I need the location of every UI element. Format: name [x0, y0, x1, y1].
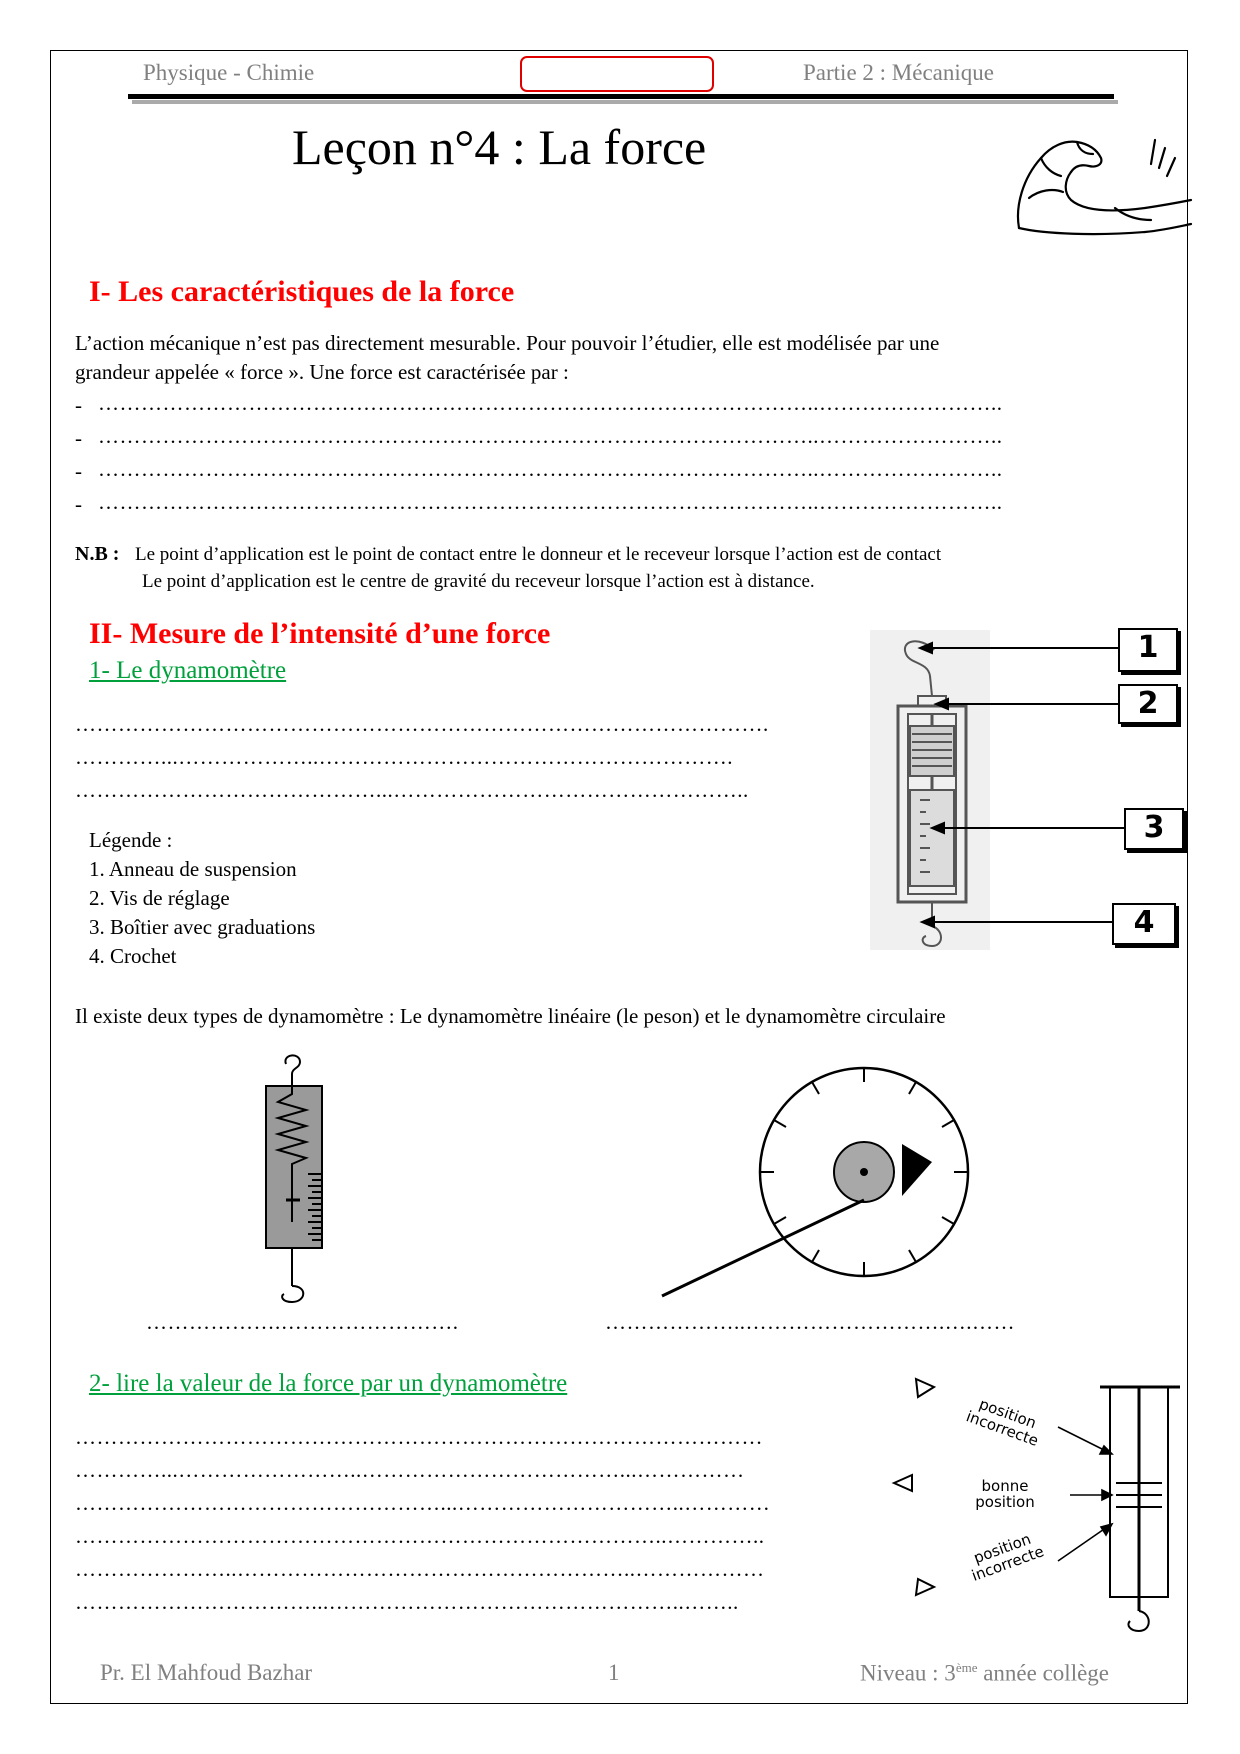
callout-arrows [900, 620, 1130, 940]
blank-dash: - [75, 393, 82, 417]
blank-dash: - [75, 426, 82, 450]
header-empty-box [520, 56, 714, 92]
blank-line: …………………………………………………………………………………… [75, 1425, 763, 1449]
page-title: Leçon n°4 : La force [292, 119, 707, 175]
footer-level-sup: ème [955, 1660, 978, 1675]
flexed-arm-icon [1005, 128, 1195, 240]
legend-item: 3. Boîtier avec graduations [89, 915, 316, 939]
linear-dynamometer-figure [252, 1050, 332, 1310]
section1-intro-line1: L’action mécanique n’est pas directement mesurable. Pour pouvoir l’étudier, elle est modélisée par une [75, 331, 940, 355]
label-incorrect-bottom: position incorrecte [969, 1529, 1047, 1585]
blank-line: …………………..………………………………………………..……………… [75, 1557, 765, 1581]
blank-dash: - [75, 459, 82, 483]
legend-item: 1. Anneau de suspension [89, 857, 297, 881]
blank-line: ………………………………………………………………………………………..…………………….. [98, 391, 1003, 415]
blank-dash: - [75, 492, 82, 516]
callout-2: 2 [1118, 684, 1178, 724]
blank-line: …………...………………..…………………………………………………. [75, 745, 733, 769]
subsection-reading: 2- lire la valeur de la force par un dynamomètre [89, 1370, 568, 1397]
subsection-dynamometer: 1- Le dynamomètre [89, 657, 287, 684]
footer-level-suffix: année collège [977, 1660, 1109, 1686]
reading-position-diagram [890, 1375, 1190, 1645]
blank-line: ……………………………...…………………………………………..…….. [75, 1590, 739, 1614]
blank-line: ……………………………………………...…………………………..………… [75, 1491, 771, 1515]
header-rule-shadow [132, 100, 1118, 104]
nb-line1: Le point d’application est le point de contact entre le donneur et le receveur lorsque l’action est de contact [135, 544, 942, 565]
blank-line: ………………………………………………………………………………………..…………………….. [98, 490, 1003, 514]
footer-author: Pr. El Mahfoud Bazhar [100, 1660, 313, 1685]
blank-line: ………………………………………………………………………………………..…………………….. [98, 457, 1003, 481]
header-part: Partie 2 : Mécanique [803, 60, 994, 85]
section2-heading: II- Mesure de l’intensité d’une force [89, 617, 551, 650]
callout-4: 4 [1112, 903, 1176, 945]
blank-line: ……………………………………………………………………………………. [75, 712, 769, 736]
callout-3: 3 [1124, 808, 1184, 850]
label-good-position: bonne position [975, 1477, 1035, 1511]
dynamometer-types-text: Il existe deux types de dynamomètre : Le dynamomètre linéaire (le peson) et le dynamomètre circulaire [75, 1004, 946, 1028]
blank-line: ……………………………………...………………………………………….. [75, 778, 749, 802]
blank-line: ………………………………………………………………………..………….. [75, 1524, 765, 1548]
blank-line: …………...……………………..………………………………...…………… [75, 1458, 745, 1482]
nb-label: N.B : [75, 543, 120, 565]
section1-heading: I- Les caractéristiques de la force [89, 275, 515, 308]
footer-page-number: 1 [608, 1660, 620, 1685]
header-subject: Physique - Chimie [143, 60, 315, 85]
footer-level-prefix: Niveau : 3 [860, 1660, 956, 1686]
figure-caption-right: ………………..……………………….….…… [605, 1310, 1015, 1334]
label-incorrect-top: position incorrecte [963, 1394, 1041, 1450]
circular-dynamometer-figure [640, 1060, 980, 1310]
blank-line: ………………………………………………………………………………………..…………………….. [98, 424, 1003, 448]
header-rule [128, 94, 1114, 99]
section1-intro-line2: grandeur appelée « force ». Une force est caractérisée par : [75, 360, 569, 384]
figure-caption-left: ……………….……………………. [146, 1310, 459, 1334]
callout-1: 1 [1118, 628, 1178, 672]
legend-item: 2. Vis de réglage [89, 886, 230, 910]
legend-title: Légende : [89, 828, 173, 852]
legend-item: 4. Crochet [89, 944, 177, 968]
footer-level [860, 1660, 1109, 1687]
nb-line2: Le point d’application est le centre de gravité du receveur lorsque l’action est à distance. [142, 571, 815, 592]
